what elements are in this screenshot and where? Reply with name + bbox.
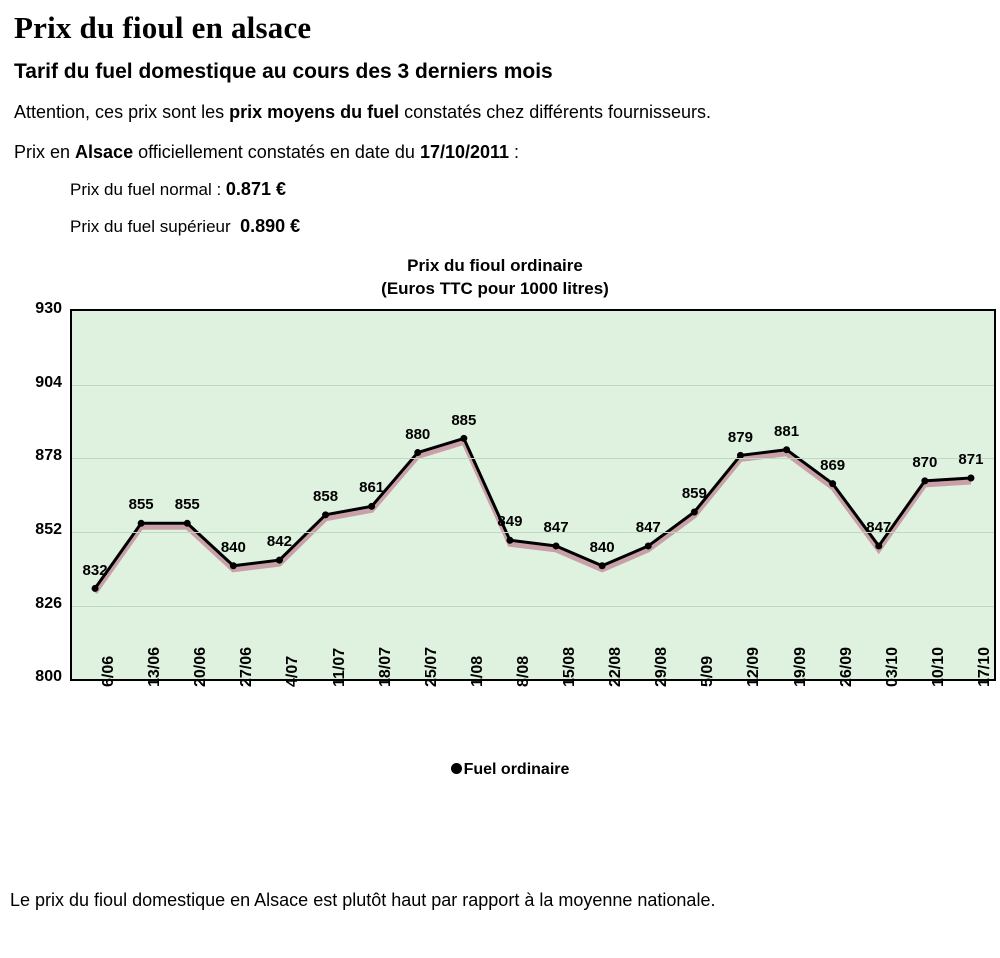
warning-suffix: constatés chez différents fournisseurs. — [399, 102, 711, 122]
chart-title: Prix du fioul ordinaire — [407, 256, 583, 276]
chart-series-svg — [72, 311, 994, 679]
data-point-label: 861 — [359, 479, 385, 497]
data-point-label: 842 — [266, 533, 292, 551]
price-normal-row — [70, 179, 990, 200]
chart-block — [10, 255, 993, 779]
chart-gridline — [72, 385, 994, 386]
data-point-label: 847 — [635, 519, 661, 537]
x-tick-label: 15/08 — [561, 647, 579, 688]
price-super-value: 0.890 € — [240, 216, 301, 237]
x-tick-label: 10/10 — [929, 647, 947, 688]
data-point-label: 847 — [866, 519, 892, 537]
x-tick-label: 22/08 — [607, 647, 625, 688]
x-tick-label: 1/08 — [468, 656, 486, 688]
chart-gridline — [72, 606, 994, 607]
y-tick-label: 904 — [35, 373, 62, 391]
x-tick-label: 26/09 — [837, 647, 855, 688]
x-tick-label: 29/08 — [653, 647, 671, 688]
chart-area — [10, 300, 993, 779]
legend-marker-icon — [451, 763, 462, 774]
data-point-label: 859 — [681, 485, 707, 503]
data-point-label: 847 — [543, 519, 569, 537]
y-tick-label: 930 — [35, 300, 62, 318]
data-point-label: 880 — [405, 425, 431, 443]
x-tick-label: 5/09 — [699, 656, 717, 688]
data-point-label: 855 — [174, 496, 200, 514]
date-paragraph — [14, 142, 990, 163]
data-point-label: 869 — [820, 456, 846, 474]
x-tick-label: 12/09 — [745, 647, 763, 688]
x-tick-label: 4/07 — [284, 656, 302, 688]
x-tick-label: 27/06 — [238, 647, 256, 688]
x-tick-label: 11/07 — [330, 648, 348, 688]
price-super-row — [70, 216, 990, 237]
warning-bold: prix moyens du fuel — [229, 102, 400, 122]
chart-legend — [10, 761, 1000, 779]
page-subtitle: Tarif du fuel domestique au cours des 3 derniers mois — [14, 60, 553, 83]
data-point-label: 879 — [727, 428, 753, 446]
x-tick-label: 19/09 — [791, 647, 809, 688]
data-point-label: 870 — [912, 454, 938, 472]
chart-title-wrap — [0, 255, 990, 301]
x-tick-label: 8/08 — [514, 656, 532, 688]
chart-gridline — [72, 458, 994, 459]
date-middle: officiellement constatés en date du — [133, 142, 420, 163]
data-point-label: 881 — [774, 422, 800, 440]
x-tick-label: 17/10 — [975, 647, 993, 688]
data-point-label: 832 — [82, 561, 108, 579]
footer-note: Le prix du fioul domestique en Alsace est plutôt haut par rapport à la moyenne nationale. — [10, 890, 716, 910]
x-tick-label: 25/07 — [422, 647, 440, 688]
date-prefix: Prix en — [14, 142, 76, 163]
page-title: Prix du fioul en alsace — [14, 10, 312, 45]
price-super-label: Prix du fuel supérieur — [70, 217, 231, 237]
x-tick-label: 6/06 — [100, 656, 118, 688]
x-tick-label: 20/06 — [192, 647, 210, 688]
warning-prefix: Attention, ces prix sont les — [14, 102, 230, 122]
chart-gridline — [72, 532, 994, 533]
x-tick-label: 03/10 — [883, 647, 901, 688]
page-root — [0, 10, 1000, 958]
chart-plot-area — [70, 309, 996, 681]
legend-label: Fuel ordinaire — [463, 761, 570, 779]
date-region: Alsace — [75, 142, 134, 163]
data-point-label: 885 — [451, 411, 477, 429]
data-point-label: 849 — [497, 513, 523, 531]
x-tick-label: 18/07 — [376, 647, 394, 688]
chart-subtitle: (Euros TTC pour 1000 litres) — [381, 279, 609, 299]
x-tick-label: 13/06 — [146, 647, 164, 688]
date-suffix: : — [509, 142, 520, 163]
price-normal-label: Prix du fuel normal : — [70, 180, 222, 200]
y-tick-label: 878 — [35, 447, 62, 465]
y-tick-label: 826 — [35, 594, 62, 612]
warning-paragraph — [14, 100, 989, 124]
price-normal-value: 0.871 € — [225, 179, 286, 200]
y-tick-label: 852 — [35, 520, 62, 538]
data-point-label: 840 — [220, 538, 246, 556]
data-point-label: 855 — [128, 496, 154, 514]
data-point-label: 840 — [589, 538, 615, 556]
date-value: 17/10/2011 — [419, 142, 510, 163]
data-point-label: 858 — [313, 487, 339, 505]
y-tick-label: 800 — [35, 668, 62, 686]
data-point-label: 871 — [958, 451, 984, 469]
